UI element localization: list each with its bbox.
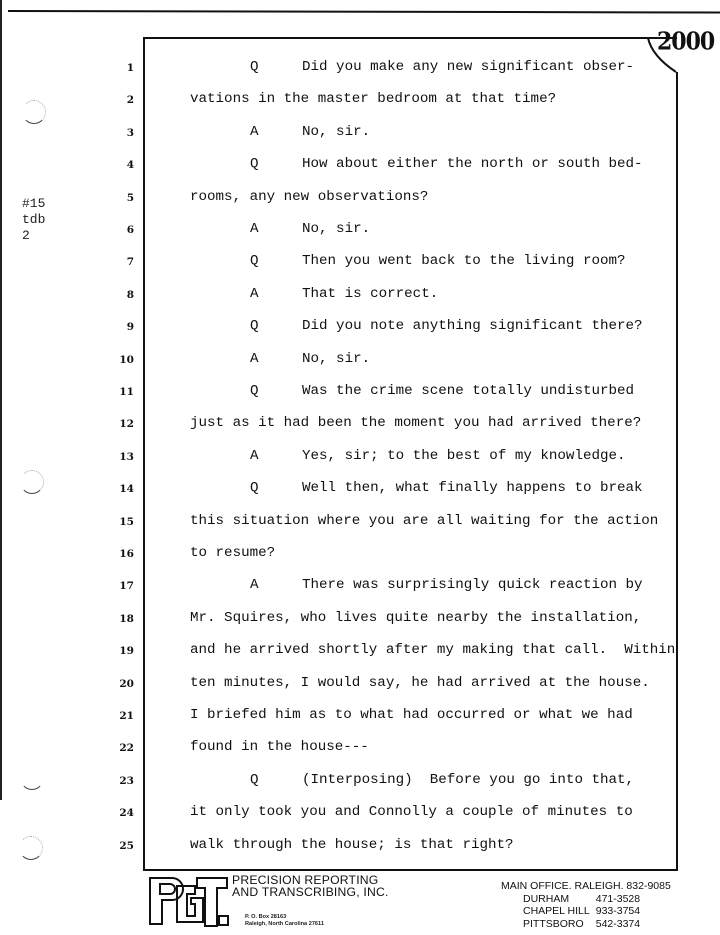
line-number: 19 <box>119 645 134 658</box>
line-number: 16 <box>119 548 134 560</box>
speaker-label: Q <box>250 383 259 399</box>
speaker-label: Q <box>250 480 259 497</box>
main-office: MAIN OFFICE. RALEIGH. 832-9085 <box>501 880 671 892</box>
office-city: CHAPEL HILL <box>523 905 590 917</box>
transcript-text: Did you make any new significant obser- <box>302 59 635 75</box>
transcript-line <box>190 707 633 723</box>
line-number: 12 <box>119 418 134 431</box>
transcript-text: it only took you and Connolly a couple of minutes to <box>190 804 633 821</box>
transcript-text: to resume? <box>190 545 276 561</box>
transcript-line <box>190 91 556 107</box>
transcript-line <box>190 189 428 205</box>
line-number: 9 <box>126 321 134 334</box>
speaker-label: A <box>250 285 259 302</box>
punch-hole-mark <box>22 100 46 124</box>
transcript-line <box>190 610 641 626</box>
line-number: 7 <box>126 256 134 269</box>
office-listing <box>501 880 671 930</box>
transcript-text: rooms, any new observations? <box>190 188 429 205</box>
transcript-text: No, sir. <box>302 350 371 367</box>
margin-note-line: #15 <box>22 196 46 211</box>
punch-hole-mark <box>20 766 44 790</box>
transcript-line <box>190 513 658 529</box>
firm-name-line1: PRECISION REPORTING <box>232 873 379 887</box>
line-number: 23 <box>119 774 134 787</box>
transcript-line <box>190 642 675 658</box>
margin-note-line: 2 <box>22 228 30 243</box>
office-row <box>523 893 646 906</box>
speaker-label: A <box>250 350 259 367</box>
transcript-text: Well then, what finally happens to break <box>302 480 643 497</box>
firm-name-line2: AND TRANSCRIBING, INC. <box>232 885 389 899</box>
line-number: 8 <box>126 288 134 301</box>
line-number: 22 <box>119 742 134 755</box>
transcript-text: (Interposing) Before you go into that, <box>302 771 635 788</box>
line-number: 3 <box>126 126 134 139</box>
po-box: P. O. Box 28163 <box>245 914 287 920</box>
speaker-label: A <box>250 577 259 594</box>
transcript-text: No, sir. <box>302 221 371 237</box>
line-number: 2 <box>126 94 134 107</box>
line-number: 17 <box>119 580 134 593</box>
transcript-text: Then you went back to the living room? <box>302 253 626 270</box>
line-number: 1 <box>126 62 134 74</box>
line-number: 4 <box>126 159 134 172</box>
scan-left-edge <box>0 0 2 800</box>
transcript-text: There was surprisingly quick reaction by <box>302 577 643 594</box>
firm-name <box>232 874 389 898</box>
office-phone: 542-3374 <box>595 917 641 930</box>
transcript-text: Was the crime scene totally undisturbed <box>302 383 635 399</box>
line-number: 6 <box>126 224 134 236</box>
line-number: 10 <box>119 353 134 366</box>
punch-hole-mark <box>19 836 43 860</box>
transcript-text: ten minutes, I would say, he had arrived at the house. <box>190 674 650 691</box>
line-number: 5 <box>126 191 134 204</box>
company-logo <box>147 872 229 935</box>
line-number: 13 <box>119 450 134 463</box>
margin-note <box>22 196 45 244</box>
transcript-line <box>190 804 633 820</box>
line-number: 11 <box>119 386 134 398</box>
line-number: 14 <box>119 483 134 496</box>
transcript-line <box>190 545 275 561</box>
transcript-frame-right-edge <box>676 72 678 871</box>
line-number: 20 <box>119 677 134 690</box>
branch-offices <box>523 893 646 931</box>
speaker-label: Q <box>250 253 259 270</box>
line-number: 18 <box>119 612 134 625</box>
speaker-label: Q <box>250 59 259 75</box>
transcript-text: found in the house--- <box>190 739 369 756</box>
transcript-line <box>190 739 369 755</box>
transcript-text: Did you note anything significant there? <box>302 318 643 335</box>
transcript-text: just as it had been the moment you had arrived there? <box>190 415 642 432</box>
office-row <box>523 918 646 931</box>
transcript-text: walk through the house; is that right? <box>190 836 514 853</box>
transcript-text: this situation where you are all waiting for the action <box>190 512 659 529</box>
office-phone: 933-3754 <box>595 905 641 917</box>
city-address: Raleigh, North Carolina 27611 <box>245 921 324 927</box>
transcript-text: Mr. Squires, who lives quite nearby the installation, <box>190 609 642 626</box>
speaker-label: A <box>250 221 259 237</box>
line-number: 25 <box>119 839 134 852</box>
office-row <box>523 905 646 918</box>
transcript-text: That is correct. <box>302 285 439 302</box>
line-number: 15 <box>119 515 134 528</box>
speaker-label: Q <box>250 156 259 173</box>
firm-address <box>245 914 324 928</box>
speaker-label: A <box>250 447 259 464</box>
transcript-text: and he arrived shortly after my making that call. Within <box>190 642 676 659</box>
transcript-text: vations in the master bedroom at that time? <box>190 91 557 108</box>
margin-note-line: tdb <box>22 212 46 227</box>
transcript-text: How about either the north or south bed- <box>302 156 643 173</box>
office-city: DURHAM <box>523 892 570 905</box>
office-city: PITTSBORO <box>523 917 584 930</box>
punch-hole-mark <box>20 470 44 494</box>
transcript-line <box>190 415 641 431</box>
transcript-line <box>190 837 514 853</box>
transcript-text: Yes, sir; to the best of my knowledge. <box>302 447 626 464</box>
top-rule <box>8 10 720 13</box>
line-number: 24 <box>119 807 134 820</box>
speaker-label: Q <box>250 318 259 335</box>
speaker-label: Q <box>250 771 259 788</box>
page-number: 2000 <box>657 27 715 57</box>
speaker-label: A <box>250 123 259 140</box>
office-phone: 471-3528 <box>595 892 641 905</box>
transcript-text: I briefed him as to what had occurred or what we had <box>190 707 633 723</box>
transcript-text: No, sir. <box>302 123 371 140</box>
transcript-line <box>190 675 650 691</box>
line-number: 21 <box>119 710 134 722</box>
